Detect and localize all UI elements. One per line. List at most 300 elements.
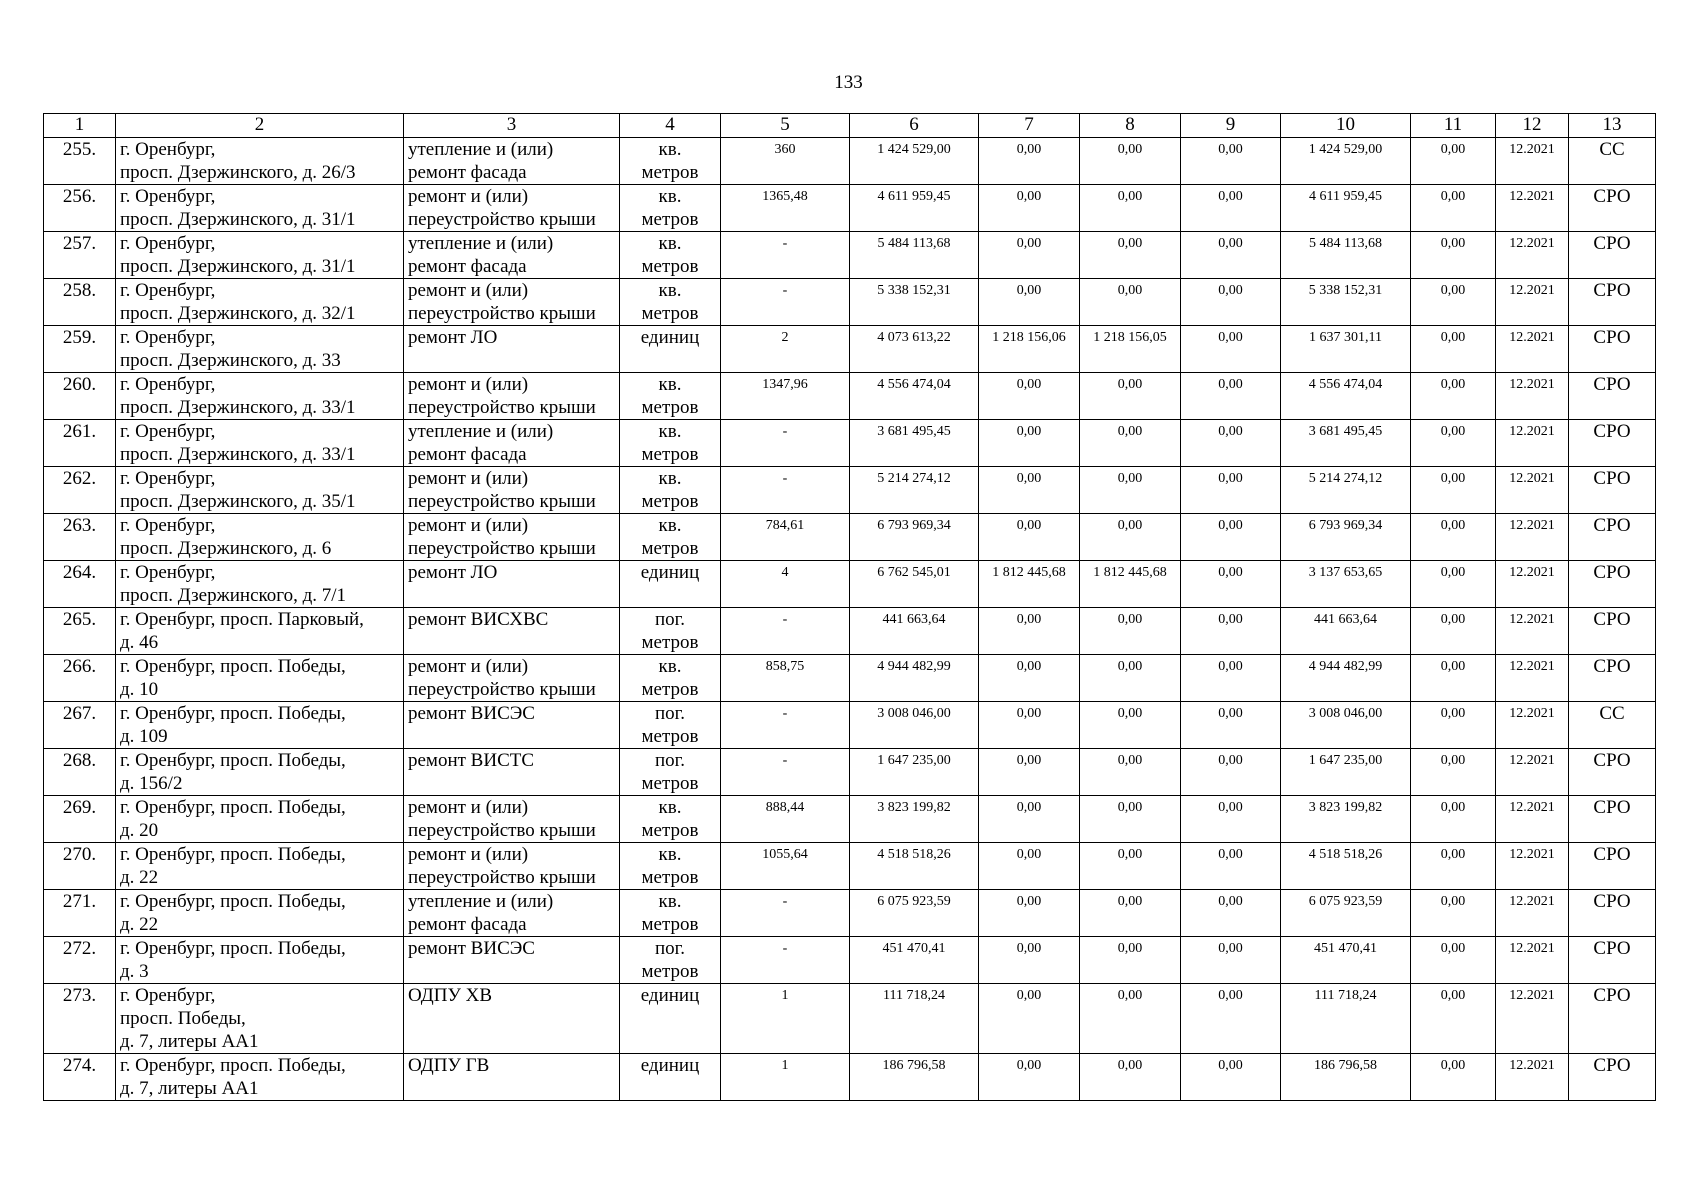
funding-source-cell: СРО — [1569, 185, 1656, 232]
total-cost-cell: 1 647 235,00 — [850, 749, 979, 796]
address-line: г. Оренбург, просп. Парковый, — [120, 609, 364, 630]
value-col7-cell: 0,00 — [979, 655, 1080, 702]
address-line: д. 7, литеры АА1 — [120, 1031, 259, 1052]
table-row — [44, 279, 1656, 326]
work-type-line: ремонт и (или) — [408, 280, 529, 301]
address-line: просп. Дзержинского, д. 33/1 — [120, 397, 356, 418]
value-col10-cell: 4 518 518,26 — [1281, 843, 1411, 890]
address-line: г. Оренбург, просп. Победы, — [120, 656, 346, 677]
address-line: просп. Дзержинского, д. 7/1 — [120, 585, 347, 606]
value-col8-cell: 0,00 — [1080, 1054, 1181, 1101]
unit-line: метров — [641, 444, 699, 465]
page-number: 133 — [834, 72, 863, 93]
funding-source-cell: СРО — [1569, 984, 1656, 1054]
unit-line: метров — [641, 632, 699, 653]
address-cell — [116, 655, 404, 702]
value-col10-cell: 5 484 113,68 — [1281, 232, 1411, 279]
table-row — [44, 843, 1656, 890]
funding-source-cell: СРО — [1569, 326, 1656, 373]
completion-date-cell: 12.2021 — [1496, 655, 1569, 702]
address-line: г. Оренбург, — [120, 186, 216, 207]
col-header: 7 — [979, 114, 1080, 138]
address-cell — [116, 749, 404, 796]
row-number: 265. — [44, 608, 116, 655]
work-type-line: переустройство крыши — [408, 209, 596, 230]
address-line: г. Оренбург, — [120, 468, 216, 489]
work-type-line: ремонт и (или) — [408, 844, 529, 865]
work-type-line: переустройство крыши — [408, 538, 596, 559]
value-col8-cell: 0,00 — [1080, 843, 1181, 890]
funding-source-cell: СРО — [1569, 561, 1656, 608]
row-number: 260. — [44, 373, 116, 420]
value-col11-cell: 0,00 — [1411, 937, 1496, 984]
funding-source-cell: СС — [1569, 138, 1656, 185]
work-type-line: ремонт фасада — [408, 914, 527, 935]
value-col8-cell: 0,00 — [1080, 937, 1181, 984]
address-line: г. Оренбург, — [120, 421, 216, 442]
work-type-line: ОДПУ ХВ — [408, 985, 493, 1006]
unit-line: пог. — [654, 750, 686, 771]
value-col10-cell: 1 647 235,00 — [1281, 749, 1411, 796]
address-line: просп. Дзержинского, д. 31/1 — [120, 256, 356, 277]
unit-line: пог. — [654, 703, 686, 724]
completion-date-cell: 12.2021 — [1496, 984, 1569, 1054]
value-col9-cell: 0,00 — [1181, 561, 1281, 608]
table-row — [44, 1054, 1656, 1101]
value-col10-cell: 6 075 923,59 — [1281, 890, 1411, 937]
unit-cell — [620, 185, 721, 232]
value-col7-cell: 0,00 — [979, 420, 1080, 467]
row-number: 255. — [44, 138, 116, 185]
total-cost-cell: 6 793 969,34 — [850, 514, 979, 561]
value-col8-cell: 0,00 — [1080, 373, 1181, 420]
quantity-cell: 2 — [721, 326, 850, 373]
quantity-cell: 1055,64 — [721, 843, 850, 890]
value-col7-cell: 0,00 — [979, 279, 1080, 326]
table-row — [44, 467, 1656, 514]
completion-date-cell: 12.2021 — [1496, 796, 1569, 843]
work-type-cell — [404, 279, 620, 326]
work-type-line: переустройство крыши — [408, 679, 596, 700]
quantity-cell: 4 — [721, 561, 850, 608]
funding-source-cell: СРО — [1569, 655, 1656, 702]
col-header: 5 — [721, 114, 850, 138]
work-type-cell — [404, 373, 620, 420]
work-type-line: ремонт ЛО — [408, 562, 498, 583]
value-col7-cell: 0,00 — [979, 984, 1080, 1054]
value-col10-cell: 111 718,24 — [1281, 984, 1411, 1054]
completion-date-cell: 12.2021 — [1496, 890, 1569, 937]
value-col11-cell: 0,00 — [1411, 796, 1496, 843]
work-type-line: переустройство крыши — [408, 867, 596, 888]
work-type-line: утепление и (или) — [408, 139, 554, 160]
value-col9-cell: 0,00 — [1181, 373, 1281, 420]
funding-source-cell: СРО — [1569, 279, 1656, 326]
value-col9-cell: 0,00 — [1181, 420, 1281, 467]
address-line: д. 20 — [120, 820, 159, 841]
quantity-cell: 1365,48 — [721, 185, 850, 232]
address-cell — [116, 373, 404, 420]
unit-line: метров — [641, 773, 699, 794]
work-type-cell — [404, 608, 620, 655]
funding-source-cell: СРО — [1569, 232, 1656, 279]
quantity-cell: - — [721, 420, 850, 467]
value-col10-cell: 5 214 274,12 — [1281, 467, 1411, 514]
value-col7-cell: 0,00 — [979, 796, 1080, 843]
address-line: г. Оренбург, просп. Победы, — [120, 703, 346, 724]
unit-line: метров — [641, 162, 699, 183]
completion-date-cell: 12.2021 — [1496, 185, 1569, 232]
col-header: 13 — [1569, 114, 1656, 138]
work-type-line: ремонт и (или) — [408, 186, 529, 207]
value-col7-cell: 0,00 — [979, 138, 1080, 185]
value-col9-cell: 0,00 — [1181, 279, 1281, 326]
table-row — [44, 796, 1656, 843]
work-type-cell — [404, 185, 620, 232]
capital-repair-table — [43, 113, 1656, 1101]
unit-cell — [620, 561, 721, 608]
quantity-cell: 888,44 — [721, 796, 850, 843]
row-number: 263. — [44, 514, 116, 561]
address-cell — [116, 702, 404, 749]
value-col10-cell: 3 823 199,82 — [1281, 796, 1411, 843]
funding-source-cell: СРО — [1569, 937, 1656, 984]
row-number: 270. — [44, 843, 116, 890]
work-type-line: утепление и (или) — [408, 233, 554, 254]
col-header: 4 — [620, 114, 721, 138]
work-type-line: ремонт ВИСТС — [408, 750, 535, 771]
unit-cell — [620, 843, 721, 890]
quantity-cell: 784,61 — [721, 514, 850, 561]
value-col9-cell: 0,00 — [1181, 514, 1281, 561]
col-header: 3 — [404, 114, 620, 138]
value-col7-cell: 0,00 — [979, 467, 1080, 514]
unit-cell — [620, 138, 721, 185]
value-col11-cell: 0,00 — [1411, 890, 1496, 937]
address-line: г. Оренбург, — [120, 374, 216, 395]
completion-date-cell: 12.2021 — [1496, 843, 1569, 890]
unit-line: метров — [641, 961, 699, 982]
value-col11-cell: 0,00 — [1411, 561, 1496, 608]
value-col7-cell: 0,00 — [979, 937, 1080, 984]
table-row — [44, 373, 1656, 420]
work-type-cell — [404, 514, 620, 561]
table-row — [44, 608, 1656, 655]
value-col9-cell: 0,00 — [1181, 796, 1281, 843]
value-col11-cell: 0,00 — [1411, 185, 1496, 232]
address-cell — [116, 890, 404, 937]
address-line: просп. Дзержинского, д. 26/3 — [120, 162, 356, 183]
address-line: г. Оренбург, — [120, 562, 216, 583]
unit-line: метров — [641, 914, 699, 935]
quantity-cell: 1 — [721, 984, 850, 1054]
unit-line: кв. — [658, 468, 682, 489]
value-col9-cell: 0,00 — [1181, 138, 1281, 185]
quantity-cell: - — [721, 467, 850, 514]
unit-line: единиц — [640, 327, 700, 348]
value-col7-cell: 0,00 — [979, 185, 1080, 232]
value-col8-cell: 0,00 — [1080, 138, 1181, 185]
unit-line: метров — [641, 679, 699, 700]
value-col10-cell: 5 338 152,31 — [1281, 279, 1411, 326]
table-row — [44, 749, 1656, 796]
unit-line: метров — [641, 209, 699, 230]
work-type-cell — [404, 420, 620, 467]
value-col11-cell: 0,00 — [1411, 326, 1496, 373]
value-col7-cell: 0,00 — [979, 373, 1080, 420]
unit-line: кв. — [658, 233, 682, 254]
value-col9-cell: 0,00 — [1181, 655, 1281, 702]
value-col11-cell: 0,00 — [1411, 984, 1496, 1054]
unit-cell — [620, 655, 721, 702]
total-cost-cell: 4 556 474,04 — [850, 373, 979, 420]
col-header: 11 — [1411, 114, 1496, 138]
funding-source-cell: СРО — [1569, 890, 1656, 937]
work-type-line: ремонт ВИСХВС — [408, 609, 549, 630]
completion-date-cell: 12.2021 — [1496, 279, 1569, 326]
unit-cell — [620, 749, 721, 796]
quantity-cell: 1 — [721, 1054, 850, 1101]
work-type-line: ремонт и (или) — [408, 468, 529, 489]
total-cost-cell: 4 073 613,22 — [850, 326, 979, 373]
unit-cell — [620, 279, 721, 326]
value-col9-cell: 0,00 — [1181, 702, 1281, 749]
value-col8-cell: 0,00 — [1080, 185, 1181, 232]
row-number: 266. — [44, 655, 116, 702]
table-row — [44, 561, 1656, 608]
value-col10-cell: 1 637 301,11 — [1281, 326, 1411, 373]
address-cell — [116, 420, 404, 467]
work-type-line: ремонт и (или) — [408, 797, 529, 818]
value-col10-cell: 4 611 959,45 — [1281, 185, 1411, 232]
value-col7-cell: 0,00 — [979, 843, 1080, 890]
value-col11-cell: 0,00 — [1411, 655, 1496, 702]
work-type-cell — [404, 138, 620, 185]
row-number: 258. — [44, 279, 116, 326]
funding-source-cell: СРО — [1569, 749, 1656, 796]
value-col8-cell: 0,00 — [1080, 467, 1181, 514]
address-line: просп. Дзержинского, д. 6 — [120, 538, 332, 559]
completion-date-cell: 12.2021 — [1496, 138, 1569, 185]
table-row — [44, 702, 1656, 749]
completion-date-cell: 12.2021 — [1496, 514, 1569, 561]
address-cell — [116, 984, 404, 1054]
address-line: просп. Дзержинского, д. 33/1 — [120, 444, 356, 465]
unit-cell — [620, 890, 721, 937]
work-type-cell — [404, 467, 620, 514]
value-col11-cell: 0,00 — [1411, 232, 1496, 279]
quantity-cell: - — [721, 608, 850, 655]
col-header: 9 — [1181, 114, 1281, 138]
unit-line: кв. — [658, 186, 682, 207]
unit-line: кв. — [658, 797, 682, 818]
work-type-line: ремонт и (или) — [408, 515, 529, 536]
table-row — [44, 514, 1656, 561]
work-type-cell — [404, 326, 620, 373]
value-col9-cell: 0,00 — [1181, 326, 1281, 373]
quantity-cell: - — [721, 279, 850, 326]
row-number: 274. — [44, 1054, 116, 1101]
unit-cell — [620, 937, 721, 984]
quantity-cell: - — [721, 937, 850, 984]
value-col10-cell: 3 137 653,65 — [1281, 561, 1411, 608]
value-col7-cell: 0,00 — [979, 890, 1080, 937]
address-line: г. Оренбург, — [120, 280, 216, 301]
funding-source-cell: СРО — [1569, 843, 1656, 890]
address-cell — [116, 608, 404, 655]
col-header: 2 — [116, 114, 404, 138]
unit-cell — [620, 984, 721, 1054]
value-col10-cell: 3 681 495,45 — [1281, 420, 1411, 467]
work-type-line: переустройство крыши — [408, 491, 596, 512]
value-col7-cell: 1 218 156,06 — [979, 326, 1080, 373]
unit-line: единиц — [640, 562, 700, 583]
value-col11-cell: 0,00 — [1411, 373, 1496, 420]
work-type-line: ремонт ВИСЭС — [408, 938, 535, 959]
unit-cell — [620, 608, 721, 655]
completion-date-cell: 12.2021 — [1496, 326, 1569, 373]
completion-date-cell: 12.2021 — [1496, 232, 1569, 279]
total-cost-cell: 4 611 959,45 — [850, 185, 979, 232]
value-col11-cell: 0,00 — [1411, 843, 1496, 890]
value-col10-cell: 186 796,58 — [1281, 1054, 1411, 1101]
row-number: 264. — [44, 561, 116, 608]
address-line: г. Оренбург, просп. Победы, — [120, 797, 346, 818]
value-col8-cell: 0,00 — [1080, 608, 1181, 655]
address-line: д. 22 — [120, 867, 159, 888]
value-col10-cell: 3 008 046,00 — [1281, 702, 1411, 749]
completion-date-cell: 12.2021 — [1496, 608, 1569, 655]
total-cost-cell: 6 075 923,59 — [850, 890, 979, 937]
value-col9-cell: 0,00 — [1181, 185, 1281, 232]
completion-date-cell: 12.2021 — [1496, 702, 1569, 749]
completion-date-cell: 12.2021 — [1496, 937, 1569, 984]
unit-cell — [620, 420, 721, 467]
unit-line: кв. — [658, 515, 682, 536]
value-col9-cell: 0,00 — [1181, 232, 1281, 279]
value-col8-cell: 1 812 445,68 — [1080, 561, 1181, 608]
value-col7-cell: 0,00 — [979, 749, 1080, 796]
work-type-line: утепление и (или) — [408, 891, 554, 912]
value-col8-cell: 0,00 — [1080, 655, 1181, 702]
total-cost-cell: 5 338 152,31 — [850, 279, 979, 326]
value-col8-cell: 0,00 — [1080, 890, 1181, 937]
address-cell — [116, 843, 404, 890]
address-cell — [116, 185, 404, 232]
value-col10-cell: 441 663,64 — [1281, 608, 1411, 655]
work-type-line: переустройство крыши — [408, 397, 596, 418]
work-type-cell — [404, 937, 620, 984]
value-col7-cell: 0,00 — [979, 232, 1080, 279]
row-number: 268. — [44, 749, 116, 796]
unit-cell — [620, 1054, 721, 1101]
funding-source-cell: СРО — [1569, 467, 1656, 514]
work-type-line: ремонт и (или) — [408, 656, 529, 677]
unit-cell — [620, 326, 721, 373]
col-header: 6 — [850, 114, 979, 138]
address-line: д. 7, литеры АА1 — [120, 1078, 259, 1099]
work-type-cell — [404, 796, 620, 843]
work-type-line: ремонт фасада — [408, 444, 527, 465]
address-cell — [116, 937, 404, 984]
unit-line: метров — [641, 491, 699, 512]
value-col8-cell: 0,00 — [1080, 420, 1181, 467]
total-cost-cell: 3 008 046,00 — [850, 702, 979, 749]
total-cost-cell: 3 823 199,82 — [850, 796, 979, 843]
value-col11-cell: 0,00 — [1411, 749, 1496, 796]
work-type-cell — [404, 232, 620, 279]
unit-cell — [620, 514, 721, 561]
value-col8-cell: 0,00 — [1080, 749, 1181, 796]
value-col9-cell: 0,00 — [1181, 890, 1281, 937]
value-col10-cell: 1 424 529,00 — [1281, 138, 1411, 185]
value-col11-cell: 0,00 — [1411, 138, 1496, 185]
value-col11-cell: 0,00 — [1411, 420, 1496, 467]
total-cost-cell: 5 214 274,12 — [850, 467, 979, 514]
unit-line: метров — [641, 820, 699, 841]
table-body — [44, 138, 1656, 1101]
unit-line: метров — [641, 867, 699, 888]
total-cost-cell: 5 484 113,68 — [850, 232, 979, 279]
header-row — [44, 114, 1656, 138]
funding-source-cell: СРО — [1569, 796, 1656, 843]
row-number: 272. — [44, 937, 116, 984]
address-line: д. 3 — [120, 961, 149, 982]
unit-line: пог. — [654, 609, 686, 630]
work-type-cell — [404, 890, 620, 937]
unit-line: единиц — [640, 985, 700, 1006]
address-line: просп. Дзержинского, д. 35/1 — [120, 491, 356, 512]
work-type-line: переустройство крыши — [408, 820, 596, 841]
col-header: 8 — [1080, 114, 1181, 138]
row-number: 271. — [44, 890, 116, 937]
address-cell — [116, 467, 404, 514]
completion-date-cell: 12.2021 — [1496, 1054, 1569, 1101]
value-col9-cell: 0,00 — [1181, 749, 1281, 796]
work-type-line: утепление и (или) — [408, 421, 554, 442]
unit-cell — [620, 702, 721, 749]
col-header: 10 — [1281, 114, 1411, 138]
total-cost-cell: 3 681 495,45 — [850, 420, 979, 467]
unit-line: метров — [641, 397, 699, 418]
unit-line: метров — [641, 726, 699, 747]
row-number: 262. — [44, 467, 116, 514]
quantity-cell: - — [721, 702, 850, 749]
value-col11-cell: 0,00 — [1411, 1054, 1496, 1101]
work-type-line: переустройство крыши — [408, 303, 596, 324]
address-line: г. Оренбург, просп. Победы, — [120, 938, 346, 959]
unit-line: кв. — [658, 421, 682, 442]
work-type-cell — [404, 749, 620, 796]
value-col10-cell: 4 944 482,99 — [1281, 655, 1411, 702]
work-type-line: ОДПУ ГВ — [408, 1055, 490, 1076]
row-number: 267. — [44, 702, 116, 749]
value-col9-cell: 0,00 — [1181, 1054, 1281, 1101]
completion-date-cell: 12.2021 — [1496, 561, 1569, 608]
unit-line: кв. — [658, 844, 682, 865]
completion-date-cell: 12.2021 — [1496, 373, 1569, 420]
quantity-cell: 360 — [721, 138, 850, 185]
work-type-line: ремонт фасада — [408, 162, 527, 183]
funding-source-cell: СРО — [1569, 514, 1656, 561]
value-col9-cell: 0,00 — [1181, 608, 1281, 655]
total-cost-cell: 186 796,58 — [850, 1054, 979, 1101]
unit-line: кв. — [658, 280, 682, 301]
value-col11-cell: 0,00 — [1411, 514, 1496, 561]
row-number: 273. — [44, 984, 116, 1054]
completion-date-cell: 12.2021 — [1496, 749, 1569, 796]
table-row — [44, 326, 1656, 373]
